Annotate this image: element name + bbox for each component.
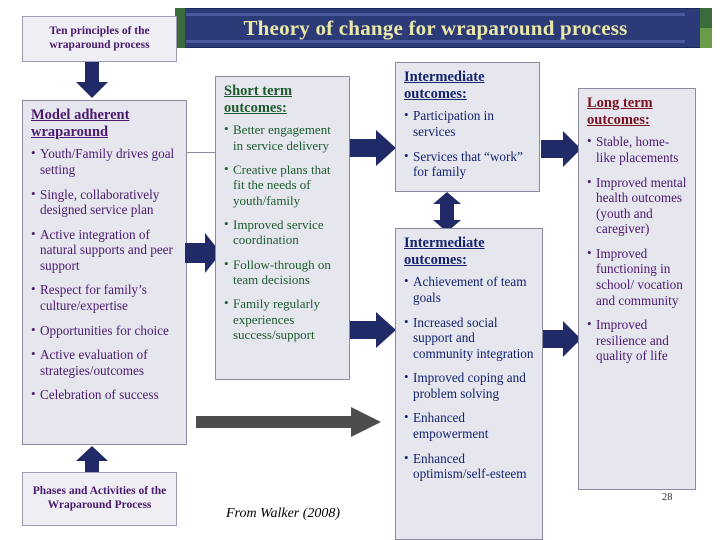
intermediate-1-list bbox=[404, 108, 531, 179]
list-item: • Respect for family’s culture/expertise bbox=[31, 282, 178, 313]
slide-page-number: 28 bbox=[662, 492, 673, 503]
list-item: • Single, collaboratively designed service plan bbox=[31, 187, 178, 218]
arrow-intermediate-2-to-long-term bbox=[541, 318, 581, 360]
list-item: • Improved mental health outcomes (youth and caregiver) bbox=[587, 175, 687, 237]
intermediate-1-heading: Intermediate outcomes: bbox=[404, 69, 485, 102]
arrow-short-term-to-intermediate-1 bbox=[350, 128, 396, 168]
short-term-outcomes-box bbox=[215, 76, 350, 380]
list-item: • Improved functioning in school/ vocation and community bbox=[587, 246, 687, 308]
list-item: • Celebration of success bbox=[31, 387, 178, 403]
intermediate-2-heading: Intermediate outcomes: bbox=[404, 235, 485, 268]
source-citation: From Walker (2008) bbox=[226, 506, 341, 521]
list-item: • Services that “work” for family bbox=[404, 149, 531, 180]
list-item: • Improved resilience and quality of life bbox=[587, 317, 687, 364]
intermediate-outcomes-box-1 bbox=[395, 62, 540, 192]
list-item: • Enhanced empowerment bbox=[404, 410, 534, 441]
arrow-principles-to-model bbox=[72, 62, 112, 98]
connector-model-to-short-term bbox=[187, 152, 217, 153]
list-item: • Family regularly experiences success/support bbox=[224, 296, 341, 342]
phases-and-activities-box bbox=[22, 472, 177, 526]
title-accent-top-right bbox=[700, 8, 712, 28]
short-term-list bbox=[224, 122, 341, 342]
arrow-phases-to-model bbox=[72, 446, 112, 472]
list-item: • Follow-through on team decisions bbox=[224, 257, 341, 288]
long-term-outcomes-box bbox=[578, 88, 696, 490]
list-item: • Active evaluation of strategies/outcomes bbox=[31, 347, 178, 378]
model-adherent-heading: Model adherent wraparound bbox=[31, 107, 130, 140]
arrow-short-term-to-intermediate-2 bbox=[350, 310, 396, 350]
long-term-list bbox=[587, 134, 687, 364]
list-item: • Enhanced optimism/self-esteem bbox=[404, 451, 534, 482]
list-item: • Improved coping and problem solving bbox=[404, 370, 534, 401]
list-item: • Stable, home-like placements bbox=[587, 134, 687, 165]
slide-title-bar bbox=[175, 8, 712, 48]
intermediate-outcomes-box-2 bbox=[395, 228, 543, 540]
list-item: • Improved service coordination bbox=[224, 217, 341, 248]
page-title: Theory of change for wraparound process bbox=[243, 15, 628, 40]
ten-principles-label: Ten principles of the wraparound process bbox=[49, 25, 150, 51]
long-term-heading: Long term outcomes: bbox=[587, 95, 653, 128]
model-adherent-list bbox=[31, 146, 178, 403]
list-item: • Creative plans that fit the needs of youth/family bbox=[224, 162, 341, 208]
phases-label: Phases and Activities of the Wraparound Process bbox=[32, 485, 167, 511]
ten-principles-box bbox=[22, 16, 177, 62]
list-item: • Better engagement in service delivery bbox=[224, 122, 341, 153]
model-adherent-wraparound-box bbox=[22, 100, 187, 445]
list-item: • Active integration of natural supports and peer support bbox=[31, 227, 178, 274]
arrow-between-intermediate-boxes bbox=[426, 192, 468, 232]
slide-title-inner bbox=[186, 13, 685, 43]
list-item: • Participation in services bbox=[404, 108, 531, 139]
intermediate-2-list bbox=[404, 274, 534, 481]
list-item: • Youth/Family drives goal setting bbox=[31, 146, 178, 177]
list-item: • Achievement of team goals bbox=[404, 274, 534, 305]
list-item: • Opportunities for choice bbox=[31, 323, 178, 339]
title-accent-bottom-right bbox=[700, 28, 712, 48]
arrow-model-to-long-term bbox=[196, 406, 381, 438]
arrow-intermediate-1-to-long-term bbox=[541, 128, 581, 170]
list-item: • Increased social support and community integration bbox=[404, 315, 534, 362]
short-term-heading: Short term outcomes: bbox=[224, 83, 293, 116]
